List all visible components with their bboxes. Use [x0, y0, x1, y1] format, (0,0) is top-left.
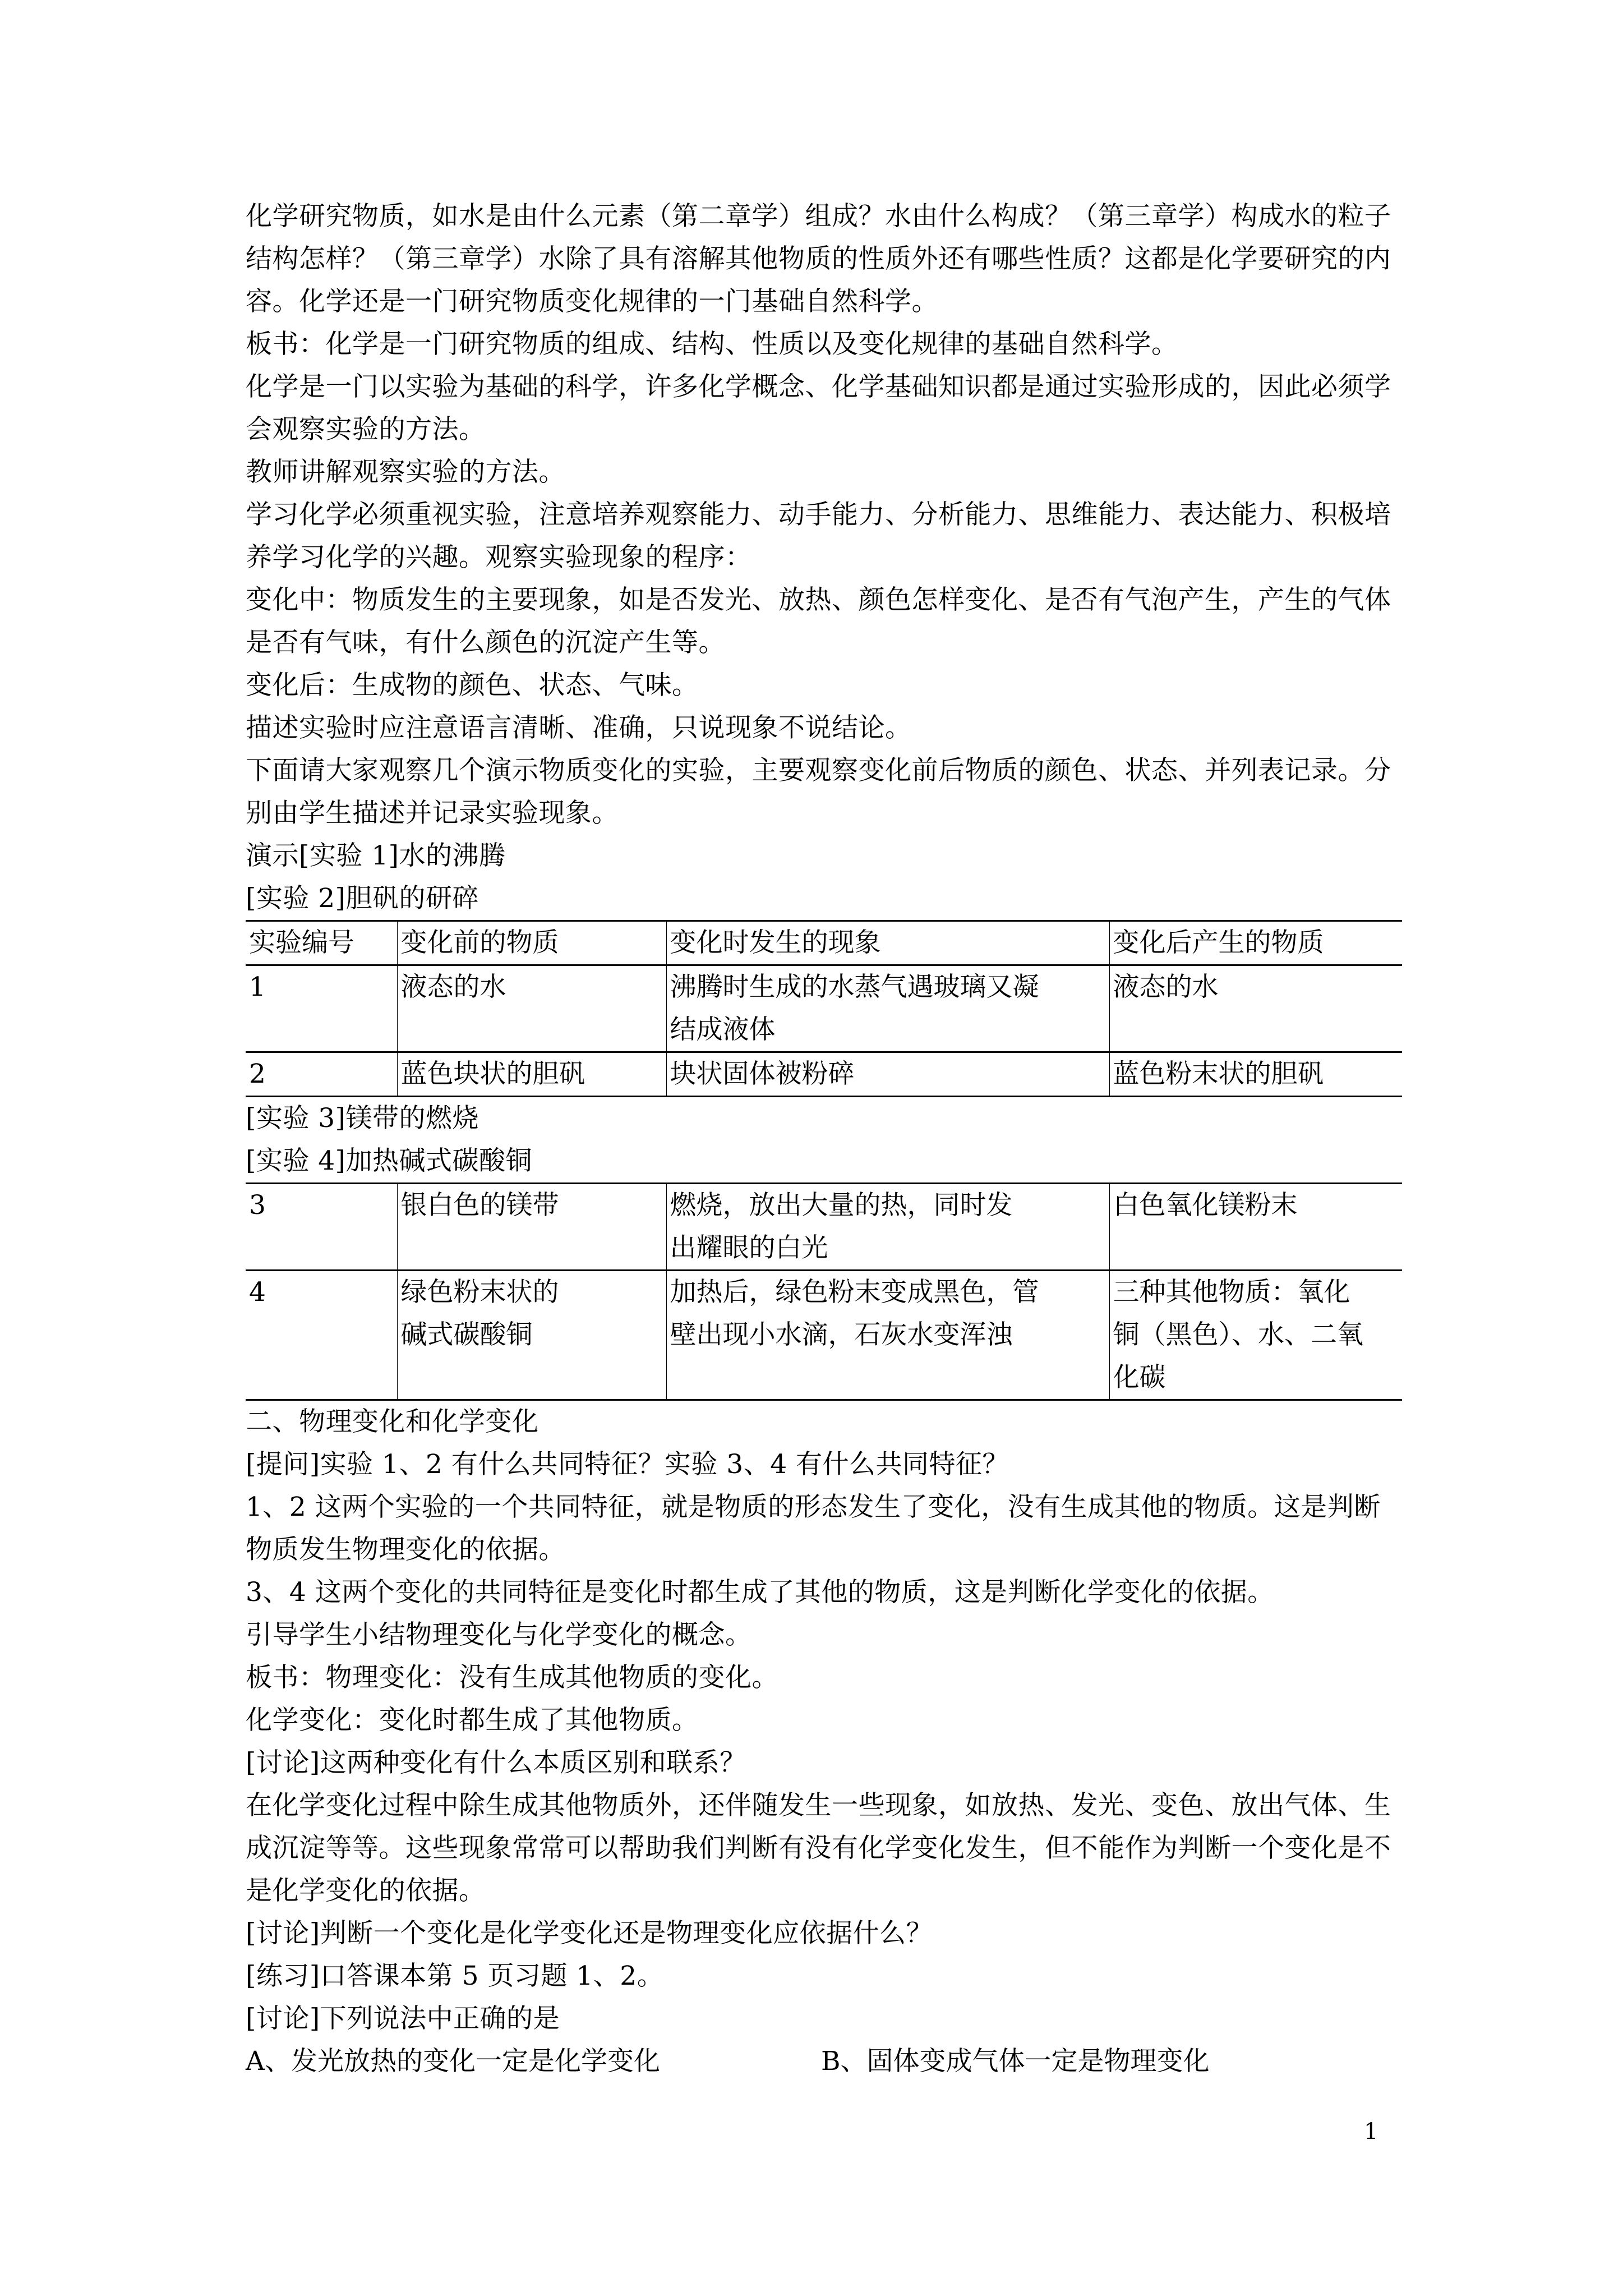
experiment-table-1 [246, 920, 1402, 1097]
table-cell: 2 [246, 1052, 397, 1097]
paragraph-board-physical: 板书：物理变化：没有生成其他物质的变化。 [246, 1662, 778, 1693]
paragraph-discussion-1: [讨论]这两种变化有什么本质区别和联系？ [246, 1747, 746, 1778]
table-header-row [246, 921, 1402, 965]
paragraph-exercise: [练习]口答课本第 5 页习题 1、2。 [246, 1961, 664, 1991]
paragraph-chemical-feature: 3、4 这两个变化的共同特征是变化时都生成了其他的物质，这是判断化学变化的依据。 [246, 1577, 1274, 1608]
experiment-table-2 [246, 1182, 1402, 1401]
table-row [246, 1184, 1402, 1271]
table-cell: 液态的水 [397, 965, 666, 1052]
paragraph-discussion-3: [讨论]下列说法中正确的是 [246, 2003, 560, 2034]
table-cell: 蓝色粉末状的胆矾 [1109, 1052, 1402, 1097]
document-body [246, 195, 1407, 2083]
paragraph-experiment-1: 演示[实验 1]水的沸腾 [246, 840, 506, 871]
table-cell: 1 [246, 965, 397, 1052]
paragraph-question: [提问]实验 1、2 有什么共同特征？实验 3、4 有什么共同特征？ [246, 1449, 1009, 1480]
paragraph-board-chemical: 化学变化：变化时都生成了其他物质。 [246, 1705, 699, 1736]
table-cell: 银白色的镁带 [397, 1184, 666, 1271]
paragraph-discussion-2: [讨论]判断一个变化是化学变化还是物理变化应依据什么？ [246, 1918, 933, 1949]
page-number: 1 [1364, 2119, 1378, 2145]
table-cell: 块状固体被粉碎 [666, 1052, 1109, 1097]
table-cell: 绿色粉末状的碱式碳酸铜 [397, 1271, 666, 1400]
paragraph-phenomena: 在化学变化过程中除生成其他物质外，还伴随发生一些现象，如放热、发光、变色、放出气体、生成沉淀等等。这些现象常常可以帮助我们判断有没有化学变化发生，但不能作为判断一个变化是不是化学变化的依据。 [246, 1790, 1391, 1906]
paragraph-during-change: 变化中：物质发生的主要现象，如是否发光、放热、颜色怎样变化、是否有气泡产生，产生的气体是否有气味，有什么颜色的沉淀产生等。 [246, 585, 1391, 658]
table-cell: 蓝色块状的胆矾 [397, 1052, 666, 1097]
table-cell: 沸腾时生成的水蒸气遇玻璃又凝结成液体 [666, 965, 1109, 1052]
paragraph-board-definition: 板书：化学是一门研究物质的组成、结构、性质以及变化规律的基础自然科学。 [246, 329, 1178, 360]
table-cell: 白色氧化镁粉末 [1109, 1184, 1402, 1271]
paragraph-intro: 化学研究物质，如水是由什么元素（第二章学）组成？水由什么构成？（第三章学）构成水的粒子结构怎样？（第三章学）水除了具有溶解其他物质的性质外还有哪些性质？这都是化学要研究的内容。化学还是一门研究物质变化规律的一门基础自然科学。 [246, 201, 1391, 317]
paragraph-teacher-explains: 教师讲解观察实验的方法。 [246, 457, 565, 487]
paragraph-experiment-4: [实验 4]加热碱式碳酸铜 [246, 1145, 533, 1176]
paragraph-experiment-science: 化学是一门以实验为基础的科学，许多化学概念、化学基础知识都是通过实验形成的，因此必须学会观察实验的方法。 [246, 371, 1391, 445]
table-cell: 加热后，绿色粉末变成黑色，管壁出现小水滴，石灰水变浑浊 [666, 1271, 1109, 1400]
paragraph-observation-program: 学习化学必须重视实验，注意培养观察能力、动手能力、分析能力、思维能力、表达能力、积极培养学习化学的兴趣。观察实验现象的程序： [246, 499, 1391, 573]
paragraph-guide-summary: 引导学生小结物理变化与化学变化的概念。 [246, 1619, 752, 1650]
table-row [246, 1052, 1402, 1097]
paragraph-after-change: 变化后：生成物的颜色、状态、气味。 [246, 670, 699, 701]
table-header-cell: 变化时发生的现象 [666, 921, 1109, 965]
table-cell: 三种其他物质：氧化铜（黑色）、水、二氧化碳 [1109, 1271, 1402, 1400]
table-cell: 燃烧，放出大量的热，同时发出耀眼的白光 [666, 1184, 1109, 1271]
section-heading-changes: 二、物理变化和化学变化 [246, 1406, 539, 1437]
table-cell: 3 [246, 1184, 397, 1271]
table-row [246, 965, 1402, 1052]
table-header-cell: 变化后产生的物质 [1109, 921, 1402, 965]
table-cell: 4 [246, 1271, 397, 1400]
table-header-cell: 实验编号 [246, 921, 397, 965]
table-header-cell: 变化前的物质 [397, 921, 666, 965]
paragraph-experiment-2: [实验 2]胆矾的研碎 [246, 883, 479, 914]
paragraph-describe-note: 描述实验时应注意语言清晰、准确，只说现象不说结论。 [246, 712, 912, 743]
paragraph-physical-feature: 1、2 这两个实验的一个共同特征，就是物质的形态发生了变化，没有生成其他的物质。这是判断物质发生物理变化的依据。 [246, 1492, 1381, 1565]
option-b: B、固体变成气体一定是物理变化 [821, 2046, 1210, 2077]
paragraph-experiment-3: [实验 3]镁带的燃烧 [246, 1103, 479, 1134]
paragraph-observe-experiments: 下面请大家观察几个演示物质变化的实验，主要观察变化前后物质的颜色、状态、并列表记录。分别由学生描述并记录实验现象。 [246, 755, 1391, 829]
table-cell: 液态的水 [1109, 965, 1402, 1052]
answer-options [246, 2040, 1407, 2083]
table-row [246, 1271, 1402, 1400]
option-a: A、发光放热的变化一定是化学变化 [246, 2046, 660, 2077]
